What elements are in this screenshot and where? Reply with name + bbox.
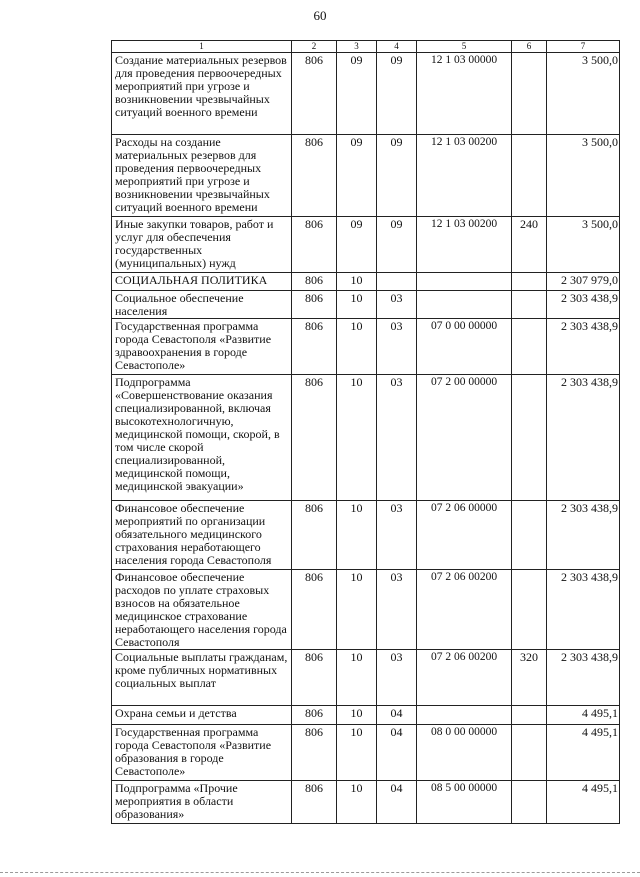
row-name-cell: Государственная программа города Севастополя «Развитие образования в городе Севастополе» <box>112 725 292 781</box>
table-row <box>112 273 620 291</box>
amount-cell: 4 495,1 <box>547 781 620 824</box>
header-cell: 3 <box>337 41 377 53</box>
target-article-cell: 07 2 00 00000 <box>417 375 512 501</box>
subsection-cell: 04 <box>377 725 417 781</box>
target-article-cell: 08 5 00 00000 <box>417 781 512 824</box>
subsection-cell: 03 <box>377 501 417 570</box>
header-cell: 4 <box>377 41 417 53</box>
row-name-cell: Подпрограмма «Прочие мероприятия в области образования» <box>112 781 292 824</box>
amount-cell: 3 500,0 <box>547 217 620 273</box>
admin-code-cell: 806 <box>292 135 337 217</box>
section-cell: 10 <box>337 319 377 375</box>
amount-cell: 2 303 438,9 <box>547 501 620 570</box>
row-name-cell: Подпрограмма «Совершенствование оказания специализированной, включая высокотехнологичную, медицинской помощи, скорой, в том числе скорой специализированной, медицинской помощи, медицинской эвакуации» <box>112 375 292 501</box>
section-cell: 10 <box>337 375 377 501</box>
target-article-cell <box>417 706 512 725</box>
row-name-cell: Финансовое обеспечение расходов по уплате страховых взносов на обязательное медицинское страхование неработающего населения города Севастополя <box>112 570 292 650</box>
header-cell: 7 <box>547 41 620 53</box>
expense-type-cell <box>512 570 547 650</box>
expense-type-cell: 240 <box>512 217 547 273</box>
subsection-cell: 09 <box>377 53 417 135</box>
target-article-cell: 12 1 03 00200 <box>417 217 512 273</box>
subsection-cell: 04 <box>377 781 417 824</box>
expense-type-cell <box>512 781 547 824</box>
table-row <box>112 570 620 650</box>
header-cell: 2 <box>292 41 337 53</box>
row-name-cell: Иные закупки товаров, работ и услуг для обеспечения государственных (муниципальных) нужд <box>112 217 292 273</box>
admin-code-cell: 806 <box>292 706 337 725</box>
subsection-cell: 09 <box>377 217 417 273</box>
row-name-cell: Охрана семьи и детства <box>112 706 292 725</box>
admin-code-cell: 806 <box>292 781 337 824</box>
table-row <box>112 135 620 217</box>
target-article-cell <box>417 291 512 319</box>
expense-type-cell <box>512 501 547 570</box>
table-row <box>112 375 620 501</box>
section-cell: 10 <box>337 501 377 570</box>
target-article-cell: 12 1 03 00200 <box>417 135 512 217</box>
amount-cell: 4 495,1 <box>547 706 620 725</box>
admin-code-cell: 806 <box>292 375 337 501</box>
admin-code-cell: 806 <box>292 650 337 706</box>
target-article-cell <box>417 273 512 291</box>
table-row <box>112 650 620 706</box>
subsection-cell: 04 <box>377 706 417 725</box>
section-cell: 10 <box>337 706 377 725</box>
expense-type-cell <box>512 319 547 375</box>
subsection-cell: 03 <box>377 291 417 319</box>
scan-edge-line <box>0 872 640 873</box>
subsection-cell: 03 <box>377 650 417 706</box>
section-cell: 10 <box>337 273 377 291</box>
admin-code-cell: 806 <box>292 273 337 291</box>
admin-code-cell: 806 <box>292 570 337 650</box>
amount-cell: 2 303 438,9 <box>547 291 620 319</box>
section-cell: 10 <box>337 650 377 706</box>
target-article-cell: 07 2 06 00200 <box>417 570 512 650</box>
row-name-cell: Расходы на создание материальных резервов для проведения первоочередных мероприятий при угрозе и возникновении чрезвычайных ситуаций военного времени <box>112 135 292 217</box>
section-cell: 10 <box>337 570 377 650</box>
budget-table <box>111 40 620 824</box>
subsection-cell: 09 <box>377 135 417 217</box>
expense-type-cell: 320 <box>512 650 547 706</box>
amount-cell: 4 495,1 <box>547 725 620 781</box>
subsection-cell <box>377 273 417 291</box>
table-row <box>112 53 620 135</box>
expense-type-cell <box>512 725 547 781</box>
section-cell: 09 <box>337 53 377 135</box>
expense-type-cell <box>512 706 547 725</box>
header-cell: 1 <box>112 41 292 53</box>
table-row <box>112 217 620 273</box>
header-cell: 6 <box>512 41 547 53</box>
header-row <box>112 41 620 53</box>
subsection-cell: 03 <box>377 319 417 375</box>
admin-code-cell: 806 <box>292 725 337 781</box>
section-cell: 10 <box>337 725 377 781</box>
row-name-cell: Социальное обеспечение населения <box>112 291 292 319</box>
amount-cell: 3 500,0 <box>547 53 620 135</box>
expense-type-cell <box>512 375 547 501</box>
table-row <box>112 781 620 824</box>
amount-cell: 2 303 438,9 <box>547 570 620 650</box>
row-name-cell: Финансовое обеспечение мероприятий по организации обязательного медицинского страхования неработающего населения города Севастополя <box>112 501 292 570</box>
amount-cell: 2 303 438,9 <box>547 319 620 375</box>
row-name-cell: Государственная программа города Севастополя «Развитие здравоохранения в городе Севастополе» <box>112 319 292 375</box>
expense-type-cell <box>512 273 547 291</box>
subsection-cell: 03 <box>377 570 417 650</box>
section-cell: 10 <box>337 291 377 319</box>
admin-code-cell: 806 <box>292 217 337 273</box>
table-row <box>112 501 620 570</box>
page-number: 60 <box>313 8 327 23</box>
table-row <box>112 291 620 319</box>
expense-type-cell <box>512 291 547 319</box>
table-row <box>112 725 620 781</box>
expense-type-cell <box>512 53 547 135</box>
target-article-cell: 07 2 06 00200 <box>417 650 512 706</box>
subsection-cell: 03 <box>377 375 417 501</box>
admin-code-cell: 806 <box>292 53 337 135</box>
target-article-cell: 07 2 06 00000 <box>417 501 512 570</box>
row-name-cell: СОЦИАЛЬНАЯ ПОЛИТИКА <box>112 273 292 291</box>
target-article-cell: 12 1 03 00000 <box>417 53 512 135</box>
table-row <box>112 706 620 725</box>
amount-cell: 3 500,0 <box>547 135 620 217</box>
expense-type-cell <box>512 135 547 217</box>
table-row <box>112 319 620 375</box>
amount-cell: 2 303 438,9 <box>547 375 620 501</box>
admin-code-cell: 806 <box>292 291 337 319</box>
admin-code-cell: 806 <box>292 501 337 570</box>
row-name-cell: Социальные выплаты гражданам, кроме публичных нормативных социальных выплат <box>112 650 292 706</box>
admin-code-cell: 806 <box>292 319 337 375</box>
section-cell: 10 <box>337 781 377 824</box>
header-cell: 5 <box>417 41 512 53</box>
target-article-cell: 08 0 00 00000 <box>417 725 512 781</box>
section-cell: 09 <box>337 217 377 273</box>
section-cell: 09 <box>337 135 377 217</box>
target-article-cell: 07 0 00 00000 <box>417 319 512 375</box>
amount-cell: 2 303 438,9 <box>547 650 620 706</box>
row-name-cell: Создание материальных резервов для проведения первоочередных мероприятий при угрозе и возникновении чрезвычайных ситуаций военного времени <box>112 53 292 135</box>
amount-cell: 2 307 979,0 <box>547 273 620 291</box>
